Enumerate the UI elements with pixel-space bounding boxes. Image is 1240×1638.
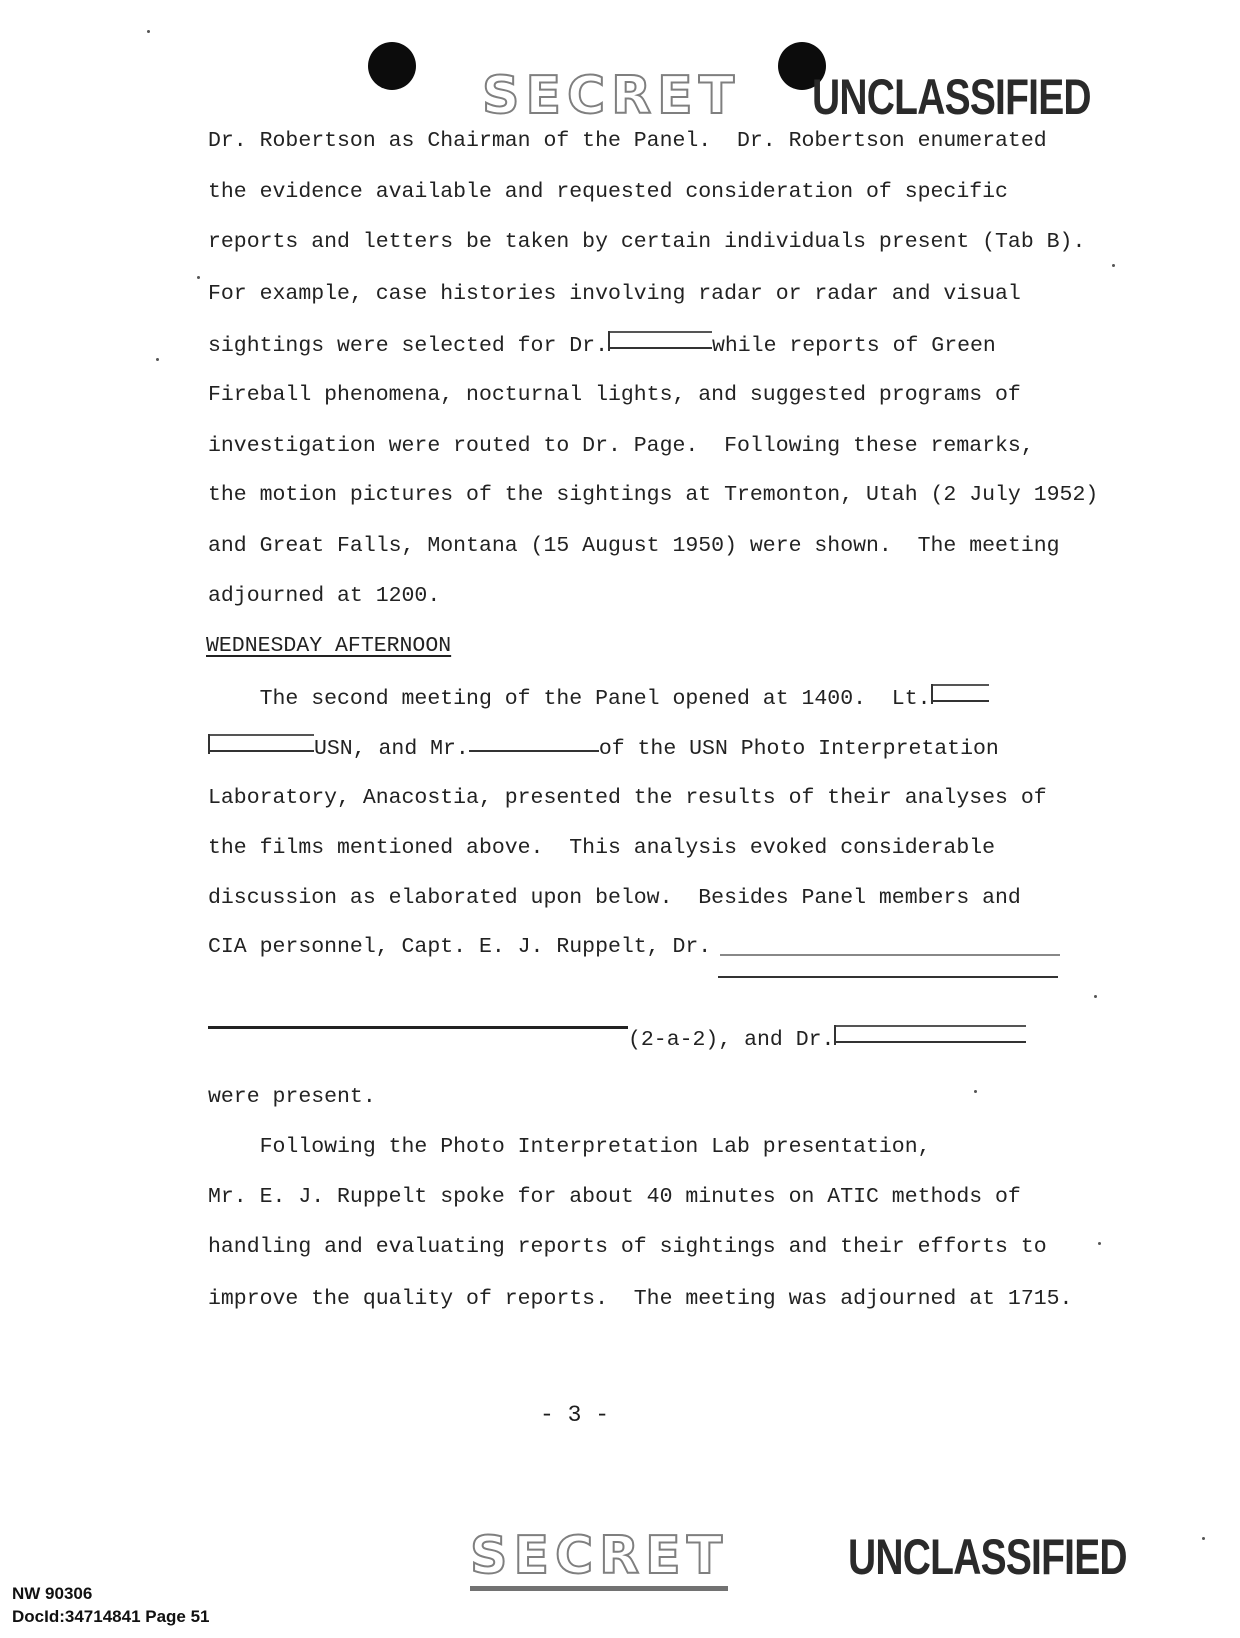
unclassified-stamp-bottom: UNCLASSIFIED <box>848 1529 1127 1585</box>
scan-speck <box>1094 995 1097 998</box>
redaction-line <box>720 954 1060 956</box>
secret-stamp-top: SECRET <box>482 66 741 126</box>
body-line: improve the quality of reports. The meeting was adjourned at 1715. <box>208 1287 1073 1311</box>
secret-stamp-bottom: SECRET <box>470 1526 728 1591</box>
page-number: - 3 - <box>540 1402 610 1428</box>
body-line: Mr. E. J. Ruppelt spoke for about 40 minutes on ATIC methods of <box>208 1185 1021 1209</box>
body-line: Fireball phenomena, nocturnal lights, and suggested programs of <box>208 383 1021 407</box>
body-text: (2-a-2), and Dr. <box>628 1028 835 1052</box>
body-line: were present. <box>208 1085 376 1109</box>
scan-speck <box>147 30 150 33</box>
scan-speck <box>156 358 159 361</box>
body-line: Dr. Robertson as Chairman of the Panel. Dr. Robertson enumerated <box>208 129 1047 153</box>
body-text: of the USN Photo Interpretation <box>598 737 999 761</box>
body-line: the motion pictures of the sightings at Tremonton, Utah (2 July 1952) <box>208 483 1099 507</box>
redaction-line <box>718 976 1058 978</box>
body-line: Laboratory, Anacostia, presented the results of their analyses of <box>208 786 1047 810</box>
body-text: The second meeting of the Panel opened at 1400. Lt. <box>208 687 931 711</box>
redaction-box <box>931 684 989 704</box>
body-text: while reports of Green <box>711 334 996 358</box>
body-line <box>628 1025 1026 1053</box>
body-line <box>208 684 989 712</box>
redaction-blank <box>469 734 599 754</box>
punch-hole-left <box>368 42 416 90</box>
scan-speck <box>1202 1537 1205 1540</box>
body-line: For example, case histories involving radar or radar and visual <box>208 282 1021 306</box>
body-line: the films mentioned above. This analysis evoked considerable <box>208 836 996 860</box>
section-heading: WEDNESDAY AFTERNOON <box>206 634 452 658</box>
body-line: reports and letters be taken by certain individuals present (Tab B). <box>208 230 1086 254</box>
scan-speck <box>974 1090 977 1093</box>
archive-id: NW 90306 <box>12 1584 93 1603</box>
body-line: handling and evaluating reports of sightings and their efforts to <box>208 1235 1047 1259</box>
body-text: USN, and Mr. <box>314 737 469 761</box>
body-line: investigation were routed to Dr. Page. Following these remarks, <box>208 434 1034 458</box>
scan-speck <box>1112 264 1115 267</box>
body-text: sightings were selected for Dr. <box>208 334 608 358</box>
body-line: and Great Falls, Montana (15 August 1950) were shown. The meeting <box>208 534 1060 558</box>
body-line: CIA personnel, Capt. E. J. Ruppelt, Dr. <box>208 935 712 959</box>
scan-speck <box>197 276 200 279</box>
body-line: adjourned at 1200. <box>208 584 441 608</box>
redaction-line <box>208 1026 628 1029</box>
body-line: Following the Photo Interpretation Lab presentation, <box>208 1135 931 1159</box>
scan-speck <box>1098 1242 1101 1245</box>
redaction-box <box>608 331 712 351</box>
redaction-box <box>834 1025 1026 1045</box>
body-line <box>208 331 996 359</box>
doc-id: DocId:34714841 Page 51 <box>12 1607 210 1626</box>
body-line <box>208 734 999 762</box>
body-line: discussion as elaborated upon below. Besides Panel members and <box>208 886 1021 910</box>
redaction-box <box>208 734 314 754</box>
body-line: the evidence available and requested consideration of specific <box>208 180 1008 204</box>
unclassified-stamp-top: UNCLASSIFIED <box>812 69 1091 125</box>
